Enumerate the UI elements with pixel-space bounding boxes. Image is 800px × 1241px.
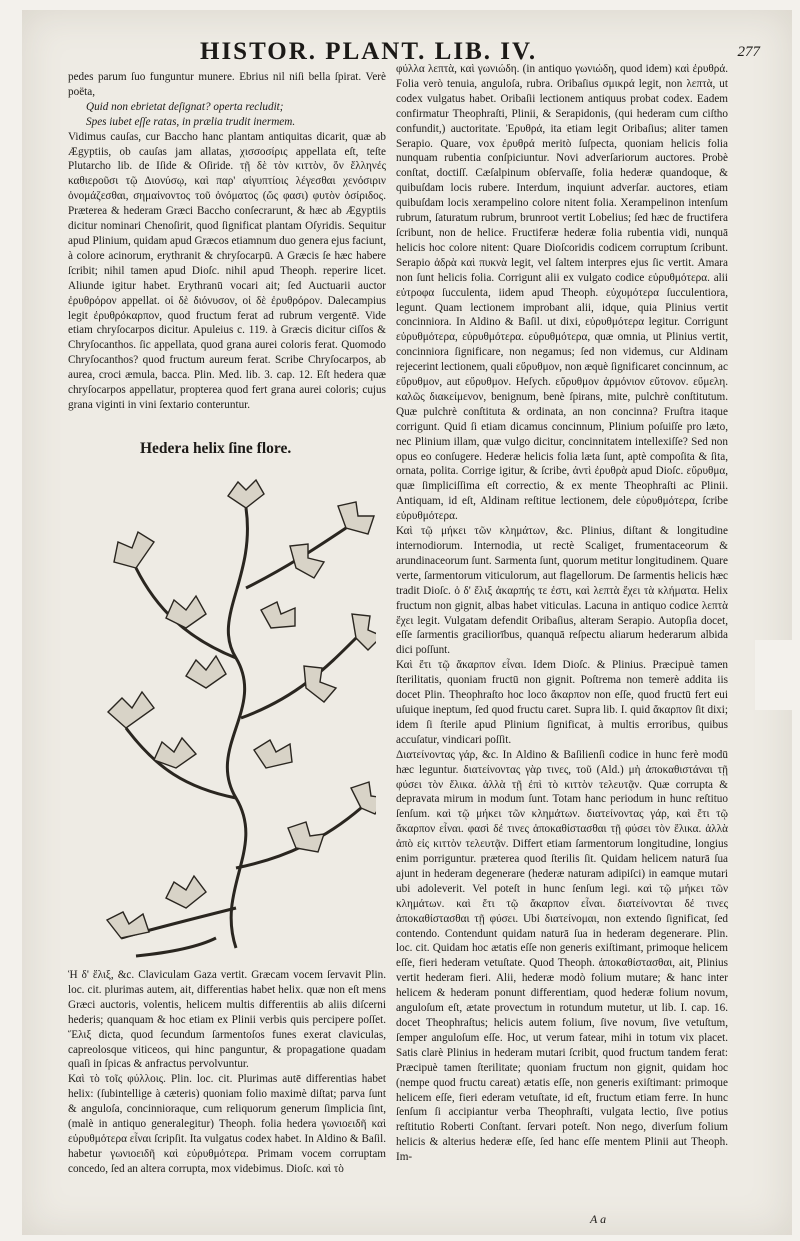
paragraph: Καὶ ἔτι τῷ ἄκαρπον εἶναι. Idem Dioſc. & Plinius. Præcipuè tamen ſterilitatis, quoniam fructū non gignit. Poſtrema non temerè addita iis docet Plin. Theophraſto hoc loco ἄκαρπον non eſſe, quod fructū fert eui uſuique ineptum, ſed quod fructu caret. Supra lib. I. quid ἄκαρπον ſit dixi; idem ſi ſterile apud Plinium ſignificat, à multis erroribus, quibus accuſatur, vindicari poſſit. [396,659,728,746]
paragraph: Καὶ τῷ μήκει τῶν κλημάτων, &c. Plinius, diſtant & longitudine internodiorum. Internodia, ut rectè Scaliget, frumentaceorum & arundinaceorum ſunt. Sarmenta ſunt, quorum metitur longitudinem. Quare verte, ſarmentorum viticulorum, aut flagellorum. De ſarmentis helicis hæc tradit Dioſc. ὁ δ' ἕλιξ ἀκαρπής τε ἐστι, καὶ λεπτὰ ἔχει τὰ κλήματα. Helix fructum non gignit, albas habet viticulas. Lacuna in antiquo codice λεπτὰ ἔχει legit. Vulgatam defendit Oribaſius, alteram Serapio. Autopſia docet, eſſe ſarmentis graciliorībus, quanquā reſpectu aliarum hederarum albida dici poſſunt. [396,525,728,657]
torn-page-edge [755,640,800,710]
paragraph: Διατείνοντας γάρ, &c. In Aldino & Baſilienſi codice in hunc ferè modū hæc leguntur. διατείνοντας γὰρ τινες, τοῦ (Ald.) μὴ ἀποκαθιστάναι τῇ φύσει τὸν ἕλικα. ἀλλὰ τῇ ἐπὶ τὸ κιττὸν τελευτᾷν. Quæ corrupta & depravata mirum in modum ſunt. Totam hanc periodum in hunc reſtituo ſenſum. καὶ τῷ μήκει τῶν κλημάτων. διατείνοντας γάρ, καὶ ἔτι τῷ ἄκαρπον εἶναι. φασὶ δέ τινες ἀποκαθίστασθαι τῇ φύσει τὸν ἕλικα. ἀλλὰ ἀπὸ εἰς κιττὸν τελευτᾷν. Differt etiam ſarmentorum longitudine, longius enim porriguntur. præterea quod ſterilis ſit. Quidam helicem naturā ſua ajunt in hederam degenerare (hederæ naturam adipiſci) in eamque mutari ubi adoleverit. Vel poteſt in hunc ſenſum legi. καὶ τῷ μήκει τῶν κλημάτων. καὶ ἔτι τῷ ἄκαρπον εἶναι. διατείνονται δέ τινες ἀποκαθίστασθαι τῇ φύσει. Ubi διατείνομαι, non extendo ſignificat, ſed contendo. Contendunt quidam naturā ſua in hederam degenerare. Plin. loc. cit. Quidam hoc ætatis eſſe non generis exiſtimant, primoque helicem eſſe, fieri hederam vetuſtate. Quod Theoph. ἀποκαθίστασθαι, ait, Plinius vertit hederam fieri. Alii, hederæ modò folium mutare; & hanc inter helicem & hederam ponunt differentiam, quod hederæ folium novum, anguloſum eſt, ætate provectum in rotundum mutetur, ut lib. I. cap. 16. docet Theophraſtus; helicis autem folium, ſive novum, ſive vetuſtum, ſemper anguloſum eſſe. Hoc, ut verum fatear, mihi in totum vix placet. Satis clarè Plinius in hederam mutari ſcribit, quod fructum tandem ferat: Præcipuè tamen ſterilitate; quoniam fructum non gignit, quidam hoc (nempe quod fructu careat) ætatis eſſe, non generis exiſtimant: primoque helicem eſſe, fieri ederam vetuſtate, id eſt, fructum etiam ferre. In hunc ſenſum ſi accipiantur verba Theophraſti, vulgata lectio, ſive potius reſtitutio Roberti Conſtant. ſervari poteſt. Non nego, diverſum folium helicis & alterius hederæ eſſe, ſed hanc eſſe mentem Plinii aut Theoph. Im- [396,748,728,1164]
verse-line: Spes iubet eſſe ratas, in prælia trudit inermem. [86,115,296,128]
ivy-leaf [228,480,264,508]
left-column-top [68,70,386,430]
left-column-bottom [68,968,386,1236]
ivy-woodcut-illustration [96,468,376,958]
signature-mark: A a [590,1212,607,1226]
paragraph: Ἡ δ' ἕλιξ, &c. Claviculam Gaza vertit. Græcam vocem ſervavit Plin. loc. cit. plurimas autem, ait, differentias habet helix. quæ non eſt mens Græci auctoris, volentis, helicem multis differentiis ab aliis diſcerni hederis; quanquam & hoc etiam ex Plinii verbis quis percipere poſſet. Ἕλιξ dicta, quod ſecundum ſarmentoſos funes exerat claviculas, capreolosque viticeos, qui hinc panguntur, & propagatione quadam quaſi in ſpicas & anfractus pervolvuntur. [68,969,386,1071]
running-title: HISTOR. PLANT. LIB. IV. [200,38,538,65]
right-column [396,62,728,1232]
verse-line: Quid non ebrietat deſignat? operta recludit; [86,100,284,113]
paragraph: Καὶ τὸ τοῖς φύλλοις. Plin. loc. cit. Plurimas autē differentias habet helix: (ſubintellige à cæteris) quoniam folio maximè diſtat; parva ſunt & anguloſa, concinnioraque, cum reliquorum generum ſimplicia ſint, (malè in antiquo generalegitur) Theoph. folia hedera γωνιοειδῆ καὶ εὐρυθμότερα εἶναι ſcripſit. Ita vulgatus codex habet. In Aldino & Baſil. habetur γωνιοειδῆ καὶ εὐρυθμότερα. Primam vocem corruptam concedo, ſed an altera corrupta, mox videbimus. Dioſc. καὶ τὸ [68,1073,386,1175]
figure-caption: Hedera helix ſine flore. [140,440,292,457]
paragraph: Vidimus cauſas, cur Baccho hanc plantam antiquitas dicarit, quæ ab Ægyptiis, ob cauſas jam allatas, χισσοσίρις appellata eſt, teſte Plutarcho lib. de Iſide & Oſiride. τῇ δὲ τὸν κιττὸν, ὅν ἕλληνές καθιεροῦσι τῷ Διονύσῳ, καὶ παρ' αἰγυπτίοις λέγεσθαι χενόσιριν ὀνομάζεσθαι, σημαίνοντος τοῦ ὀνόματος (ὥς φασι) φυτὸν ὀσίριδος. Præterea & hederam Græci Baccho conſecrarunt, & hæc ab Ægyptiis dicitur nominari Chenoſirit, quod ſignificat plantam Oſyridis. Sequitur apud Plinium, quidam apud Græcos etiamnum duo genera ejus faciunt, à colore acinorum, erythranit & chryſocarpū. A Græcis ſe hæc habere ſcribit; nihil tamen apud Dioſc. nihil apud Theoph. reperire licet. Aliunde igitur habet. Erythranū vocari ait; ſed Auctuarii auctor ἐρυθρόρον appellat. οἱ δὲ διόνυσον, οἱ δὲ ἐρυθρόρον. Dalecampius legit ἐρυθρόκαρπον, quod fructum ferat ad rubrum vergentē. Vide etiam chryſocarpos dicitur. Apuleius c. 119. à Græcis dicitur ciſſos & Chryſocanthos. ſic appellata, quod grana aurei coloris ferat. Quomodo Chryſocanthos? quod fructum aureum ferat. Scribe Chryſocarpos, ab aurea, croci æmula, bacca. Plin. Med. lib. 3. cap. 12. Eſt hedera quæ chryſocarpos appellatur, propterea quod fert grana aurei coloris; cujus grana viginti in vini ſextario conteruntur. [68,130,386,411]
ivy-woodcut-figure [96,468,376,958]
paragraph: pedes parum ſuo funguntur munere. Ebrius nil niſi bella ſpirat. Verè poëta, [68,71,386,98]
page-number: 277 [737,44,760,60]
paragraph: φύλλα λεπτὰ, καὶ γωνιώδη. (in antiquo γωνιώδη, quod idem) καὶ ἐρυθρά. Folia verò tenuia, anguloſa, rubra. Oribaſius σμικρά legit, non λεπτὰ, ut codex vulgatus habet. Oribaſii lectionem antiquus probat codex. Eadem confirmatur Theophraſti, Plinii, & Serapidonis, (qui hederam cum ciſtho confundit,) auctoritate. Ἐρυθρά, ita etiam legit Oribaſius; aliter tamen Serapio. Quare, vox ἐρυθρά meritò ſuſpecta, quoniam helicis folia nunquam rubentia conſpiciuntur. Novi adverſariorum auctores. Probè conſtat, doctiſſ. Cæſalpinum obſervaſſe, folia hederæ quandoque, & quibuſdam locis rubere. Interdum, inquiunt adverſar. auctores, etiam quibuſdam locis xerampelino colore nitent folia. Xerampelinon intenſum rubrum, ſaturatum rubrum, brunroot vertit Lobelius; ſed hæc de fructifera ſcribunt, non de helice. Fructiferæ hederæ folia rubentia vidi, nunquā helicis hoc colore nitent: Quare Dioſcoridis codicem corruptum ſcribunt. Serapio ἀδρὰ καὶ πυκνὰ legit, vel ſaltem interpres ejus ſic vertit. Amara non ſunt helicis folia. Corrigunt alii ex vulgato codice εὐρυθμότερα. alii εὐτροφα ſucculenta, iidem apud Theoph. εὐχυμότερα ſucculentiora, legunt. Quam lectionem improbant alii, idque, quia Plinius vertit concinniora. In Aldino & Baſil. ut dixi, εὐρυθμότερα legitur. Corrigunt εὐρυθμότερα, εὐρυθμότερα. εὐρυθμότερα, quæ omnia, ut Plinius vertit, concinniora ſignificare, non negamus; ſed non videmus, cur Aldinam rejecerint lectionem, quali εὔρυθμον, non æquè ſignificaret concinnum, ac εὔρυθμον, aut εὔρυθμον. Heſych. εὔρυθμον ἁρμόνιον εὔτονον. εὔμελη. καλῶς διακείμενον, benignum, benè ſpirans, mite, pulchrè conſtitutum. Quæ pulchrè conſtituta & ordinata, an non concinna? Fruſtra itaque corrigunt. Quid ſi etiam dicamus concinnum, Plinium poſuiſſe pro læto, nec Plinium illam, quæ vulgo dicitur, concinnitatem intellexiſſe? Sed non opus eo conſugere. Hederæ helicis folia læta ſunt, aptè compoſita & ſita, ornata, polita. Corrige igitur, & ſcribe, ἀντὶ ἐρυθρὰ apud Dioſc. εὔρυθμα, quæ ſimpliciſſima eſt correctio, & ex mente Theophraſti ac Plinii. Antiquam, id eſt, Aldinam reſtitue lectionem, dele εὐρυθμότερα, ſcribe εὐρυθμότερα. [396,63,728,523]
